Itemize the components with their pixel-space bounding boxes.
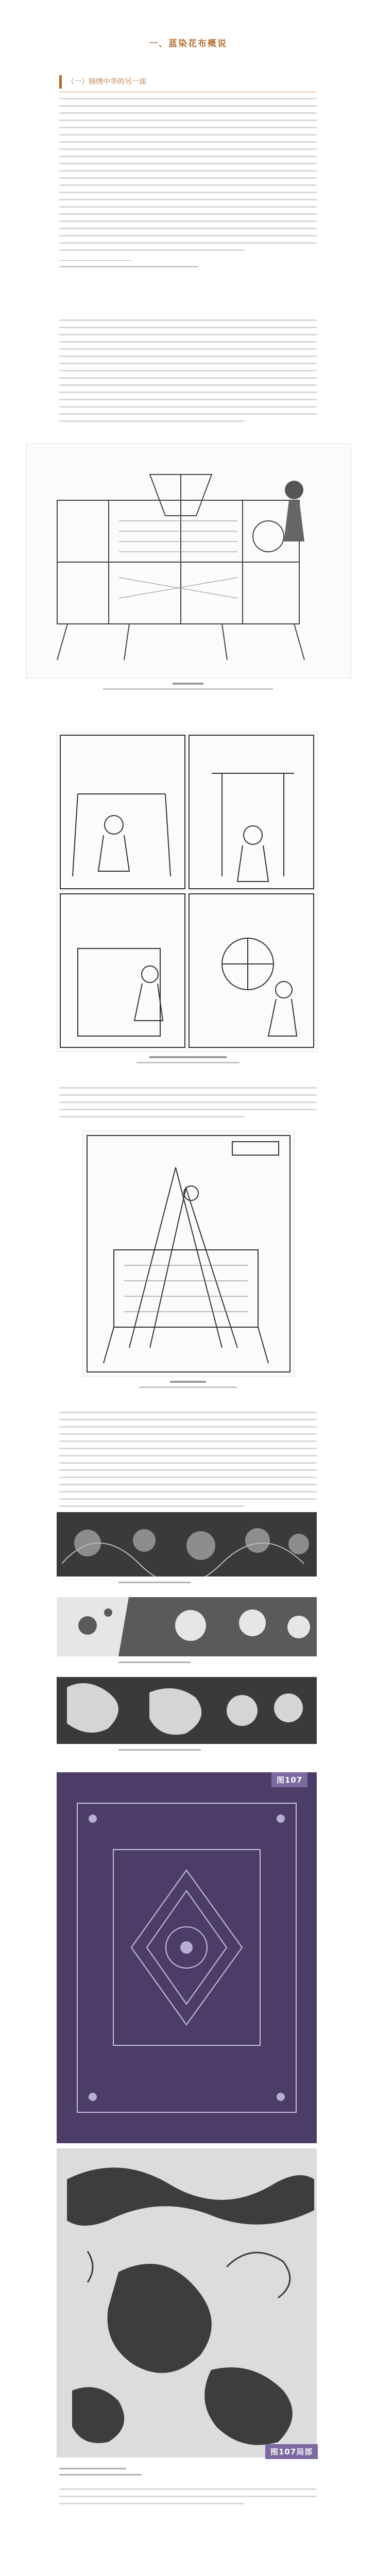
four-panel-woodcut-illustration bbox=[57, 732, 317, 1052]
body-paragraph bbox=[59, 2488, 317, 2510]
figure-caption bbox=[118, 1662, 191, 1663]
figure-caption bbox=[0, 1056, 376, 1063]
section-heading: （一）锦绣中华的另一面 bbox=[59, 75, 175, 89]
chapter-title: 一、蓝染花布概说 bbox=[149, 39, 227, 49]
figure-number-badge: 图107 bbox=[271, 1772, 307, 1787]
body-paragraph bbox=[59, 1087, 317, 1123]
footnote bbox=[59, 266, 214, 267]
figure-caption bbox=[118, 1582, 191, 1583]
body-paragraph bbox=[59, 319, 317, 428]
loom-woodcut-image bbox=[26, 443, 351, 679]
figure-caption bbox=[0, 683, 376, 690]
draw-loom-woodcut-illustration bbox=[83, 1131, 294, 1376]
figure-caption bbox=[59, 2468, 142, 2476]
purple-textile-image bbox=[57, 1772, 317, 2143]
textile-detail-pattern bbox=[57, 2148, 317, 2458]
textile-fragment-pattern bbox=[57, 1677, 317, 1744]
textile-fragment-image bbox=[57, 1597, 317, 1656]
four-panel-woodcut-image bbox=[57, 732, 318, 1052]
footnote-rule bbox=[59, 260, 131, 261]
figure-caption bbox=[0, 1381, 376, 1388]
figure-caption bbox=[118, 1749, 201, 1751]
textile-fragment-pattern bbox=[57, 1512, 317, 1577]
figure-detail-badge: 图107局部 bbox=[265, 2444, 318, 2459]
draw-loom-woodcut-image bbox=[82, 1131, 295, 1377]
body-paragraph bbox=[59, 98, 317, 257]
textile-detail-image bbox=[57, 2148, 317, 2458]
textile-fragment-image bbox=[57, 1512, 317, 1577]
textile-fragment-pattern bbox=[57, 1597, 317, 1656]
body-paragraph bbox=[59, 1412, 317, 1513]
loom-woodcut-illustration bbox=[26, 444, 351, 678]
purple-textile-pattern bbox=[57, 1772, 317, 2143]
textile-fragment-image bbox=[57, 1677, 317, 1744]
